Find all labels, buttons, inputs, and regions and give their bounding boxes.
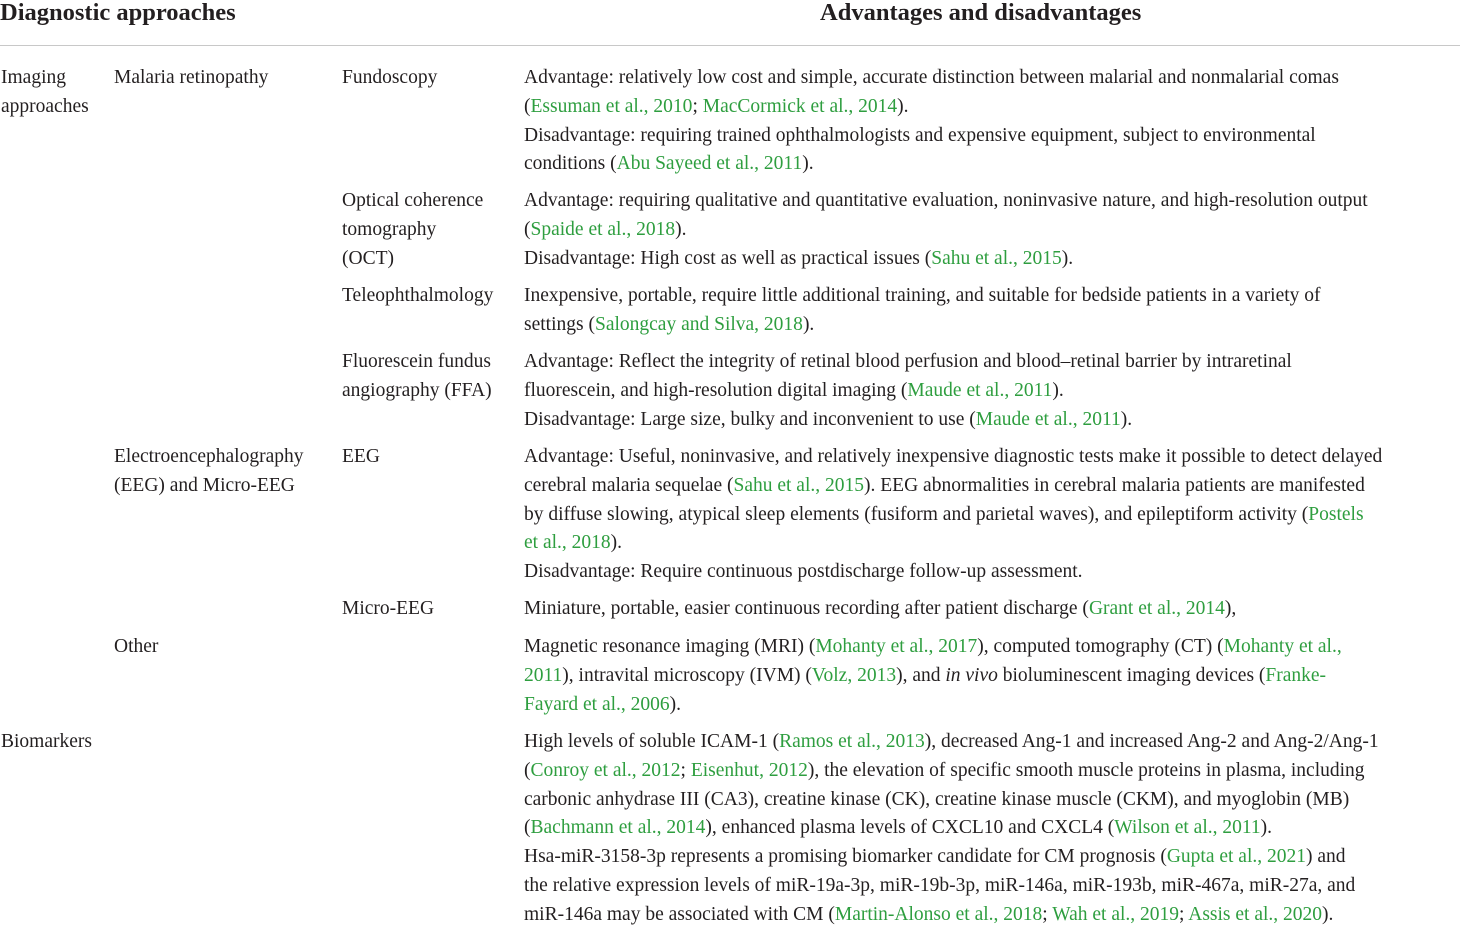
reference-link[interactable]: Postels [1308, 503, 1364, 525]
subcategory-eeg: Electroencephalography (EEG) and Micro-EEG [114, 446, 304, 496]
reference-link[interactable]: Eisenhut, 2012 [690, 759, 808, 781]
reference-link[interactable]: Mohanty et al., [1223, 636, 1342, 657]
reference-link[interactable]: MacCormick et al., 2014 [702, 95, 898, 117]
reference-link[interactable]: Maude et al., 2011 [975, 408, 1121, 430]
reference-link[interactable]: Gupta et al., 2021 [1166, 846, 1307, 868]
reference-link[interactable]: Salongcay and Silva, 2018 [594, 313, 803, 335]
reference-link[interactable]: Franke- [1265, 664, 1327, 686]
subcategory-malaria-retinopathy: Malaria retinopathy [114, 67, 269, 88]
description-oct: Advantage: requiring qualitative and quantitative evaluation, noninvasive nature, and high-resolution output (Spaide et al., 2018). Disadvantage: High cost as well as practical issues (Sahu et al., 2015). [524, 190, 1368, 269]
reference-link[interactable]: Wah et al., 2019 [1052, 903, 1180, 925]
description-micro-eeg: Miniature, portable, easier continuous recording after patient discharge (Grant et al., 2014), [524, 598, 1237, 619]
method-micro-eeg: Micro-EEG [342, 598, 435, 619]
reference-link[interactable]: Wilson et al., 2011 [1114, 817, 1261, 839]
description-fundoscopy: Advantage: relatively low cost and simple, accurate distinction between malarial and nonmalarial comas (Essuman et al., 2010; MacCormick et al., 2014). Disadvantage: requiring trained ophthalmologists and expensive equipment, subject to environmental conditions (Abu Sayeed et al., 2011). [524, 67, 1339, 175]
reference-link[interactable]: Bachmann et al., 2014 [530, 817, 706, 839]
column-header-advantages-disadvantages: Advantages and disadvantages [820, 0, 1142, 26]
reference-link[interactable]: Maude et al., 2011 [907, 379, 1053, 401]
description-other: Magnetic resonance imaging (MRI) (Mohanty et al., 2017), computed tomography (CT) (Mohanty et al., 2011), intravital microscopy (IVM) (Volz, 2013), and in vivo bioluminescent imaging devices (Franke- Fayard et al., 2006). [524, 636, 1342, 715]
reference-link[interactable]: Sahu et al., 2015 [733, 474, 865, 496]
description-teleophthalmology: Inexpensive, portable, require little additional training, and suitable for bedside patients in a variety of settings (Salongcay and Silva, 2018). [524, 285, 1321, 335]
subcategory-other: Other [114, 636, 159, 657]
method-fundoscopy: Fundoscopy [342, 67, 438, 88]
reference-link[interactable]: Sahu et al., 2015 [931, 247, 1062, 269]
column-header-diagnostic-approaches: Diagnostic approaches [0, 0, 236, 26]
method-ffa: Fluorescein fundus angiography (FFA) [342, 351, 492, 401]
reference-link[interactable]: Grant et al., 2014 [1088, 598, 1225, 619]
reference-link[interactable]: Assis et al., 2020 [1188, 903, 1323, 925]
reference-link[interactable]: et al., 2018 [524, 532, 611, 554]
reference-link[interactable]: 2011 [524, 664, 563, 686]
reference-link[interactable]: Fayard et al., 2006 [524, 693, 670, 715]
description-eeg: Advantage: Useful, noninvasive, and relatively inexpensive diagnostic tests make it possible to detect delayed cerebral malaria sequelae (Sahu et al., 2015). EEG abnormalities in cerebral malaria patients are manifested by diffuse slowing, atypical sleep elements (fusiform and parietal waves), and epileptiform activity (Postels et al., 2018). Disadvantage: Require continuous postdischarge follow-up assessment. [524, 446, 1383, 583]
method-teleophthalmology: Teleophthalmology [342, 285, 494, 306]
method-eeg: EEG [342, 446, 380, 467]
header-divider [0, 45, 1460, 46]
method-oct: Optical coherence tomography (OCT) [342, 190, 484, 269]
reference-link[interactable]: Mohanty et al., 2017 [815, 636, 978, 657]
reference-link[interactable]: Conroy et al., 2012 [530, 759, 681, 781]
reference-link[interactable]: Abu Sayeed et al., 2011 [616, 153, 803, 175]
category-imaging: Imaging approaches [1, 67, 89, 117]
reference-link[interactable]: Essuman et al., 2010 [530, 95, 693, 117]
description-biomarkers: High levels of soluble ICAM-1 (Ramos et al., 2013), decreased Ang-1 and increased Ang-2 and Ang-2/Ang-1 (Conroy et al., 2012; Eisenhut, 2012), the elevation of specific smooth muscle proteins in plasma, including carbonic anhydrase III (CA3), creatine kinase (CK), creatine kinase muscle (CKM), and myoglobin (MB) (Bachmann et al., 2014), enhanced plasma levels of CXCL10 and CXCL4 (Wilson et al., 2011). Hsa-miR-3158-3p represents a promising biomarker candidate for CM prognosis (Gupta et al., 2021) and the relative expression levels of miR-19a-3p, miR-19b-3p, miR-146a, miR-193b, miR-467a, miR-27a, and miR-146a may be associated with CM (Martin-Alonso et al., 2018; Wah et al., 2019; Assis et al., 2020). [524, 731, 1379, 925]
reference-link[interactable]: Volz, 2013 [811, 664, 897, 686]
description-ffa: Advantage: Reflect the integrity of retinal blood perfusion and blood–retinal barrier by intraretinal fluorescein, and high-resolution digital imaging (Maude et al., 2011). Disadvantage: Large size, bulky and inconvenient to use (Maude et al., 2011). [524, 351, 1292, 430]
reference-link[interactable]: Martin-Alonso et al., 2018 [834, 903, 1043, 925]
reference-link[interactable]: Spaide et al., 2018 [530, 218, 676, 240]
category-biomarkers: Biomarkers [1, 731, 92, 752]
reference-link[interactable]: Ramos et al., 2013 [779, 731, 925, 752]
